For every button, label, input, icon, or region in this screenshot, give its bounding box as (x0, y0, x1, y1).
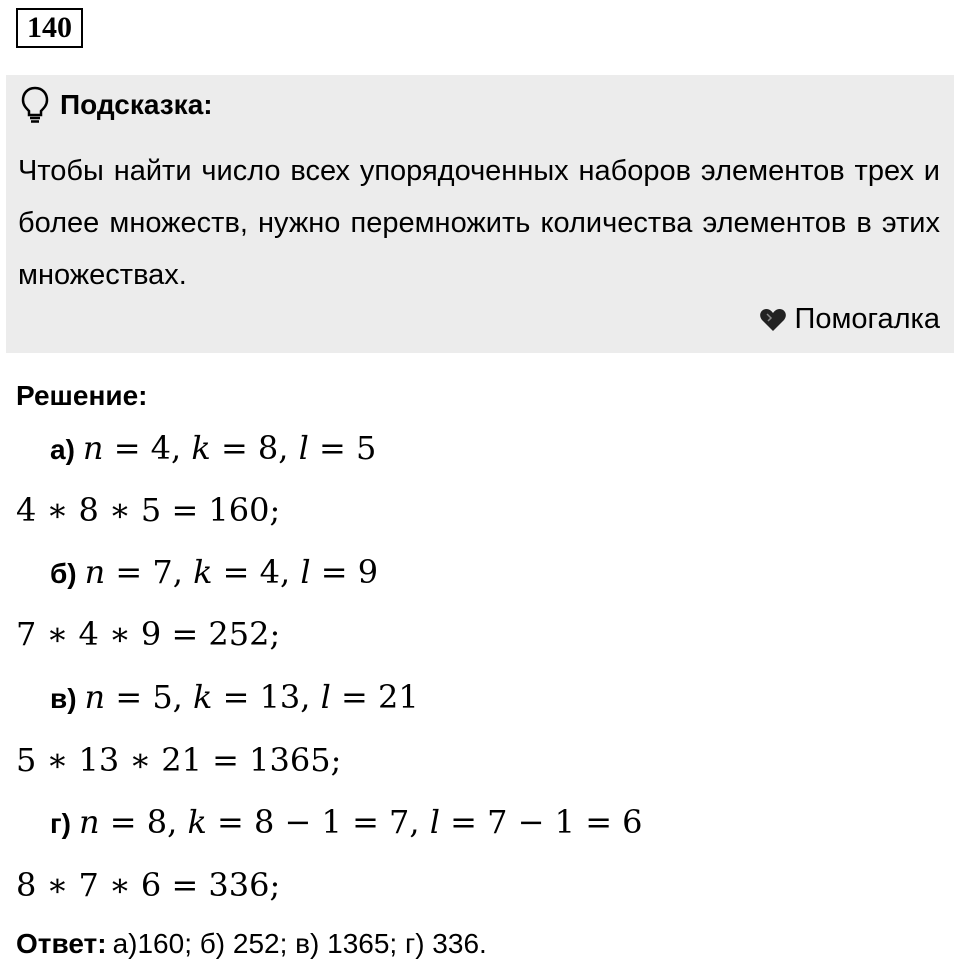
part-given-formula: 𝑛 = 5, 𝑘 = 13, 𝑙 = 21 (84, 678, 419, 716)
answer (16, 928, 487, 960)
hint-source (759, 303, 940, 336)
part-b-given (50, 552, 378, 594)
answer-label: Ответ: (16, 928, 107, 959)
part-label: в) (50, 683, 77, 714)
part-label: г) (50, 808, 71, 839)
part-a-given (50, 428, 376, 470)
part-label: б) (50, 558, 77, 589)
part-c-given (50, 677, 419, 719)
task-number: 140 (16, 8, 83, 48)
hint-source-label: Помогалка (794, 303, 940, 335)
lightbulb-icon (20, 85, 50, 125)
hint-title: Подсказка: (60, 89, 213, 120)
part-label: а) (50, 434, 75, 465)
solution-heading: Решение: (16, 380, 148, 411)
part-given-formula: 𝑛 = 7, 𝑘 = 4, 𝑙 = 9 (84, 553, 379, 591)
hint-box (6, 75, 954, 353)
heart-icon (759, 307, 787, 333)
answer-text: а)160; б) 252; в) 1365; г) 336. (112, 928, 487, 959)
hint-header (20, 85, 213, 125)
part-c-calc: 5 ∗ 13 ∗ 21 = 1365; (16, 741, 342, 779)
part-b-calc: 7 ∗ 4 ∗ 9 = 252; (16, 615, 281, 653)
part-d-calc: 8 ∗ 7 ∗ 6 = 336; (16, 866, 281, 904)
part-given-formula: 𝑛 = 8, 𝑘 = 8 − 1 = 7, 𝑙 = 7 − 1 = 6 (79, 803, 643, 841)
part-given-formula: 𝑛 = 4, 𝑘 = 8, 𝑙 = 5 (82, 429, 377, 467)
hint-text: Чтобы найти число всех упорядоченных наборов элементов трех и более множеств, нужно перемножить количества элементов в этих множествах. (18, 155, 940, 291)
part-a-calc: 4 ∗ 8 ∗ 5 = 160; (16, 491, 281, 529)
part-d-given (50, 802, 643, 844)
